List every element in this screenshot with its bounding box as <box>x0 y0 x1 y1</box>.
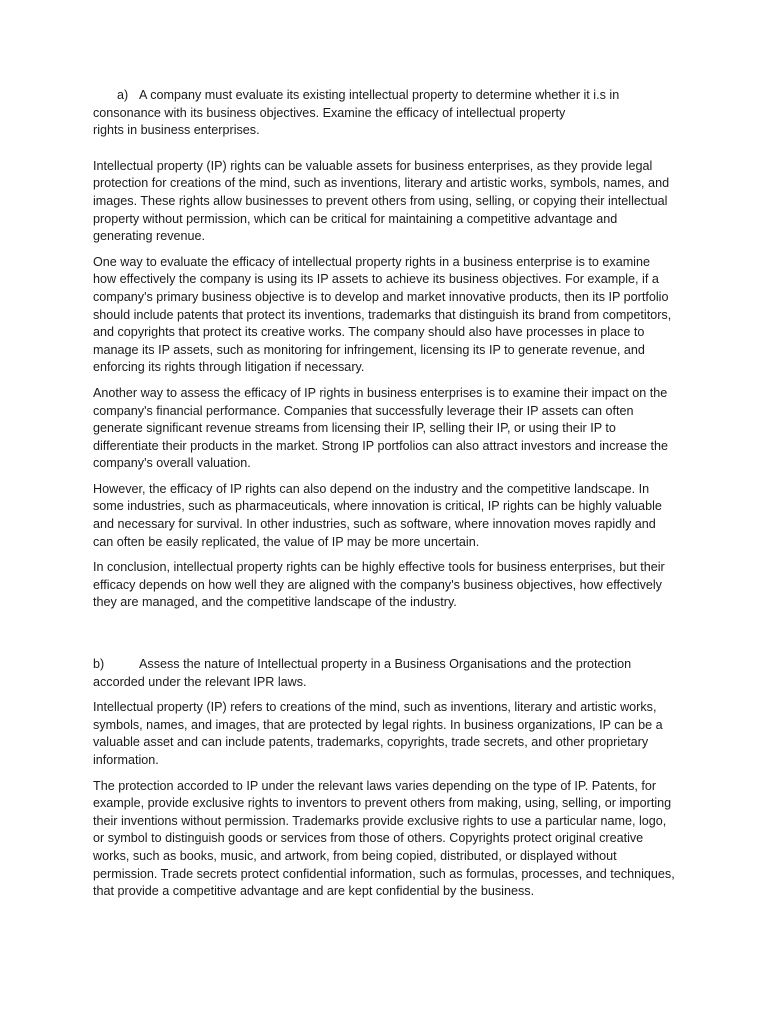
answer-b-paragraph-2: The protection accorded to IP under the relevant laws varies depending on the type of IP. Patents, for example, provide exclusive rights to inventors to prevent others from making, using, selling, or importing their inventions without permission. Trademarks provide exclusive rights to use a particular name, logo, or symbol to distinguish goods or services from those of others. Copyrights protect original creative works, such as books, music, and artwork, from being copied, distributed, or displayed without permission. Trade secrets protect confidential information, such as formulas, processes, and techniques, that provide a competitive advantage and are kept confidential by the business. <box>93 778 675 899</box>
answer-a-paragraph-1: Intellectual property (IP) rights can be valuable assets for business enterprises, as they provide legal protection for creations of the mind, such as inventions, literary and artistic works, symbols, names, and images. These rights allow businesses to prevent others from using, selling, or copying their intellectual property without permission, which can be critical for maintaining a competitive advantage and generating revenue. <box>93 158 670 244</box>
question-b-heading <box>93 656 676 691</box>
question-a-text-1: A company must evaluate its existing intellectual property to determine whether it i.s in <box>139 88 620 102</box>
answer-b-paragraph-1: Intellectual property (IP) refers to creations of the mind, such as inventions, literary and artistic works, symbols, names, and images, that are protected by legal rights. In business organizations, IP can be a valuable asset and can include patents, trademarks, copyrights, trade secrets, and other proprietary information. <box>93 700 663 767</box>
question-b-marker: b) <box>93 657 105 672</box>
answer-b <box>93 699 676 901</box>
question-a-marker: a) <box>117 88 129 102</box>
question-a-line-1 <box>93 87 676 105</box>
answer-a-paragraph-2: One way to evaluate the efficacy of intellectual property rights in a business enterprise is to examine how effectively the company is using its IP assets to achieve its business objectives. For example, if a company's primary business objective is to develop and market innovative products, then its IP portfolio should include patents that protect its inventions, trademarks that distinguish its brand from competitors, and copyrights that protect its creative works. The company should also have processes in place to manage its IP assets, such as monitoring for infringement, licensing its IP to generate revenue, and enforcing its rights through litigation if necessary. <box>93 254 672 375</box>
answer-a-paragraph-5: In conclusion, intellectual property rights can be highly effective tools for business enterprises, but their efficacy depends on how well they are aligned with the company's business objectives, how effectively they are managed, and the competitive landscape of the industry. <box>93 560 665 610</box>
answer-a-paragraph-3: Another way to assess the efficacy of IP rights in business enterprises is to examine their impact on the company's financial performance. Companies that successfully leverage their IP assets can often generate significant revenue streams from licensing their IP, selling their IP, or using their IP to differentiate their products in the market. Strong IP portfolios can also attract investors and increase the company's overall valuation. <box>93 385 668 471</box>
question-b-line-2: accorded under the relevant IPR laws. <box>93 674 307 689</box>
question-a-heading <box>93 87 676 140</box>
spacer <box>93 140 676 158</box>
question-b-line-1 <box>93 656 676 674</box>
answer-a <box>93 158 676 612</box>
answer-a-paragraph-4: However, the efficacy of IP rights can also depend on the industry and the competitive landscape. In some industries, such as pharmaceuticals, where innovation is critical, IP rights can be highly valuable and necessary for survival. In other industries, such as software, where innovation moves rapidly and can often be easily replicated, the value of IP may be more uncertain. <box>93 481 662 549</box>
question-a-line-3: rights in business enterprises. <box>93 123 260 138</box>
spacer <box>93 620 676 656</box>
question-a-line-2: consonance with its business objectives. Examine the efficacy of intellectual property <box>93 105 566 120</box>
question-b-text-1: Assess the nature of Intellectual property in a Business Organisations and the protection <box>139 657 632 672</box>
